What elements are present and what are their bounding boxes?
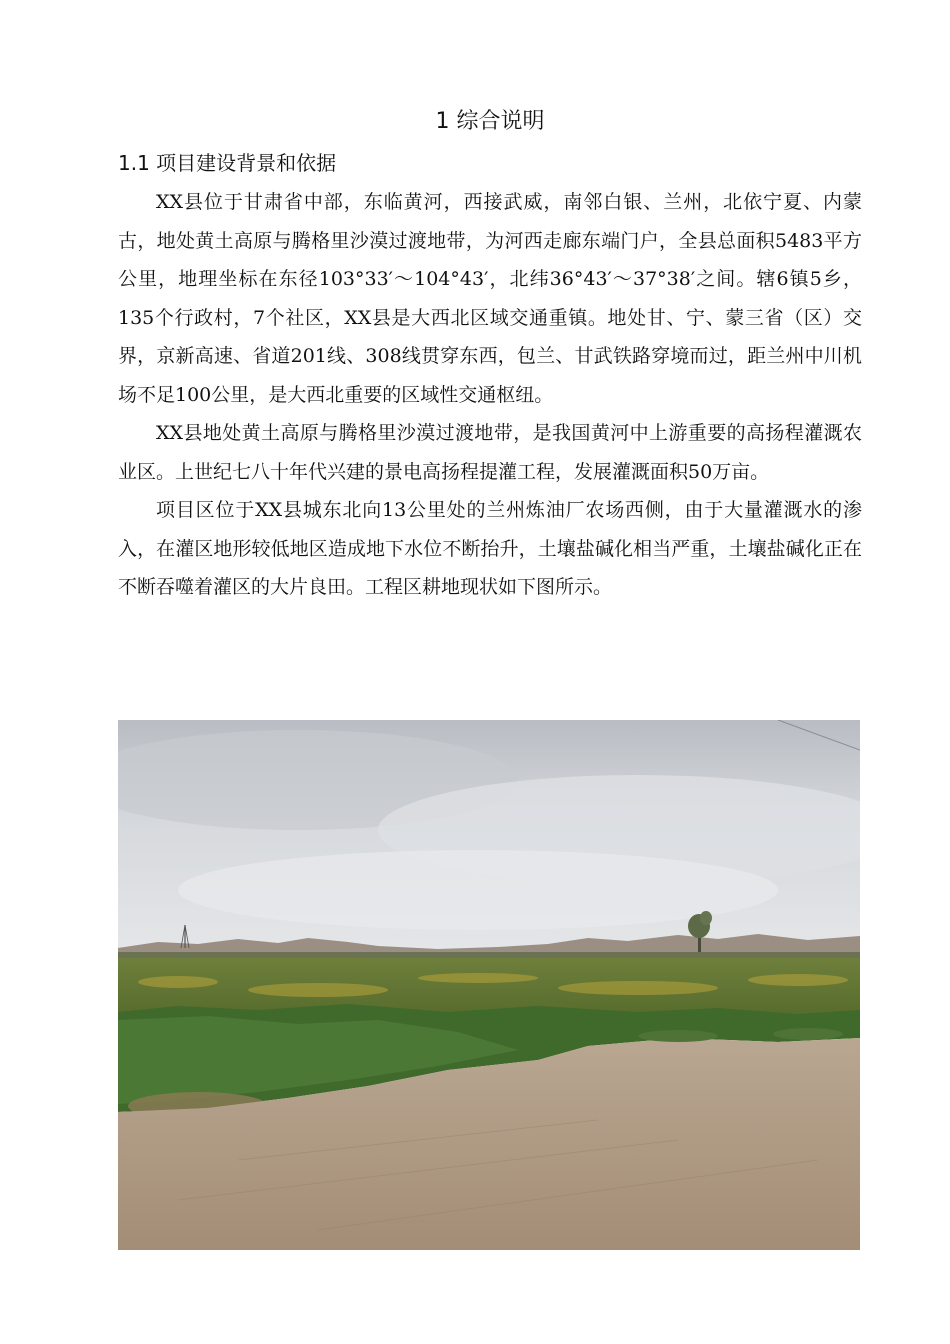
chapter-title: 1 综合说明 bbox=[435, 109, 545, 134]
paragraph-project-area: 项目区位于XX县城东北向13公里处的兰州炼油厂农场西侧，由于大量灌溉水的渗入，在灌区地形较低地区造成地下水位不断抬升，土壤盐碱化相当严重，土壤盐碱化正在不断吞噬着灌区的大片良田。工程区耕地现状如下图所示。 bbox=[118, 499, 862, 598]
paragraph-irrigation: XX县地处黄土高原与腾格里沙漠过渡地带，是我国黄河中上游重要的高扬程灌溉农业区。上世纪七八十年代兴建的景电高扬程提灌工程，发展灌溉面积50万亩。 bbox=[118, 422, 862, 483]
section-title: 1.1 项目建设背景和依据 bbox=[118, 151, 337, 175]
farmland-photo bbox=[118, 720, 860, 1250]
body-text bbox=[118, 183, 862, 607]
paragraph-location: XX县位于甘肃省中部，东临黄河，西接武威，南邻白银、兰州，北依宁夏、内蒙古，地处黄土高原与腾格里沙漠过渡地带，为河西走廊东端门户，全县总面积5483平方公里，地理坐标在东径103°33′～104°43′，北纬36°43′～37°38′之间。辖6镇5乡，135个行政村，7个社区，XX县是大西北区域交通重镇。地处甘、宁、蒙三省（区）交界，京新高速、省道201线、308线贯穿东西，包兰、甘武铁路穿境而过，距兰州中川机场不足100公里，是大西北重要的区域性交通枢纽。 bbox=[118, 191, 862, 406]
